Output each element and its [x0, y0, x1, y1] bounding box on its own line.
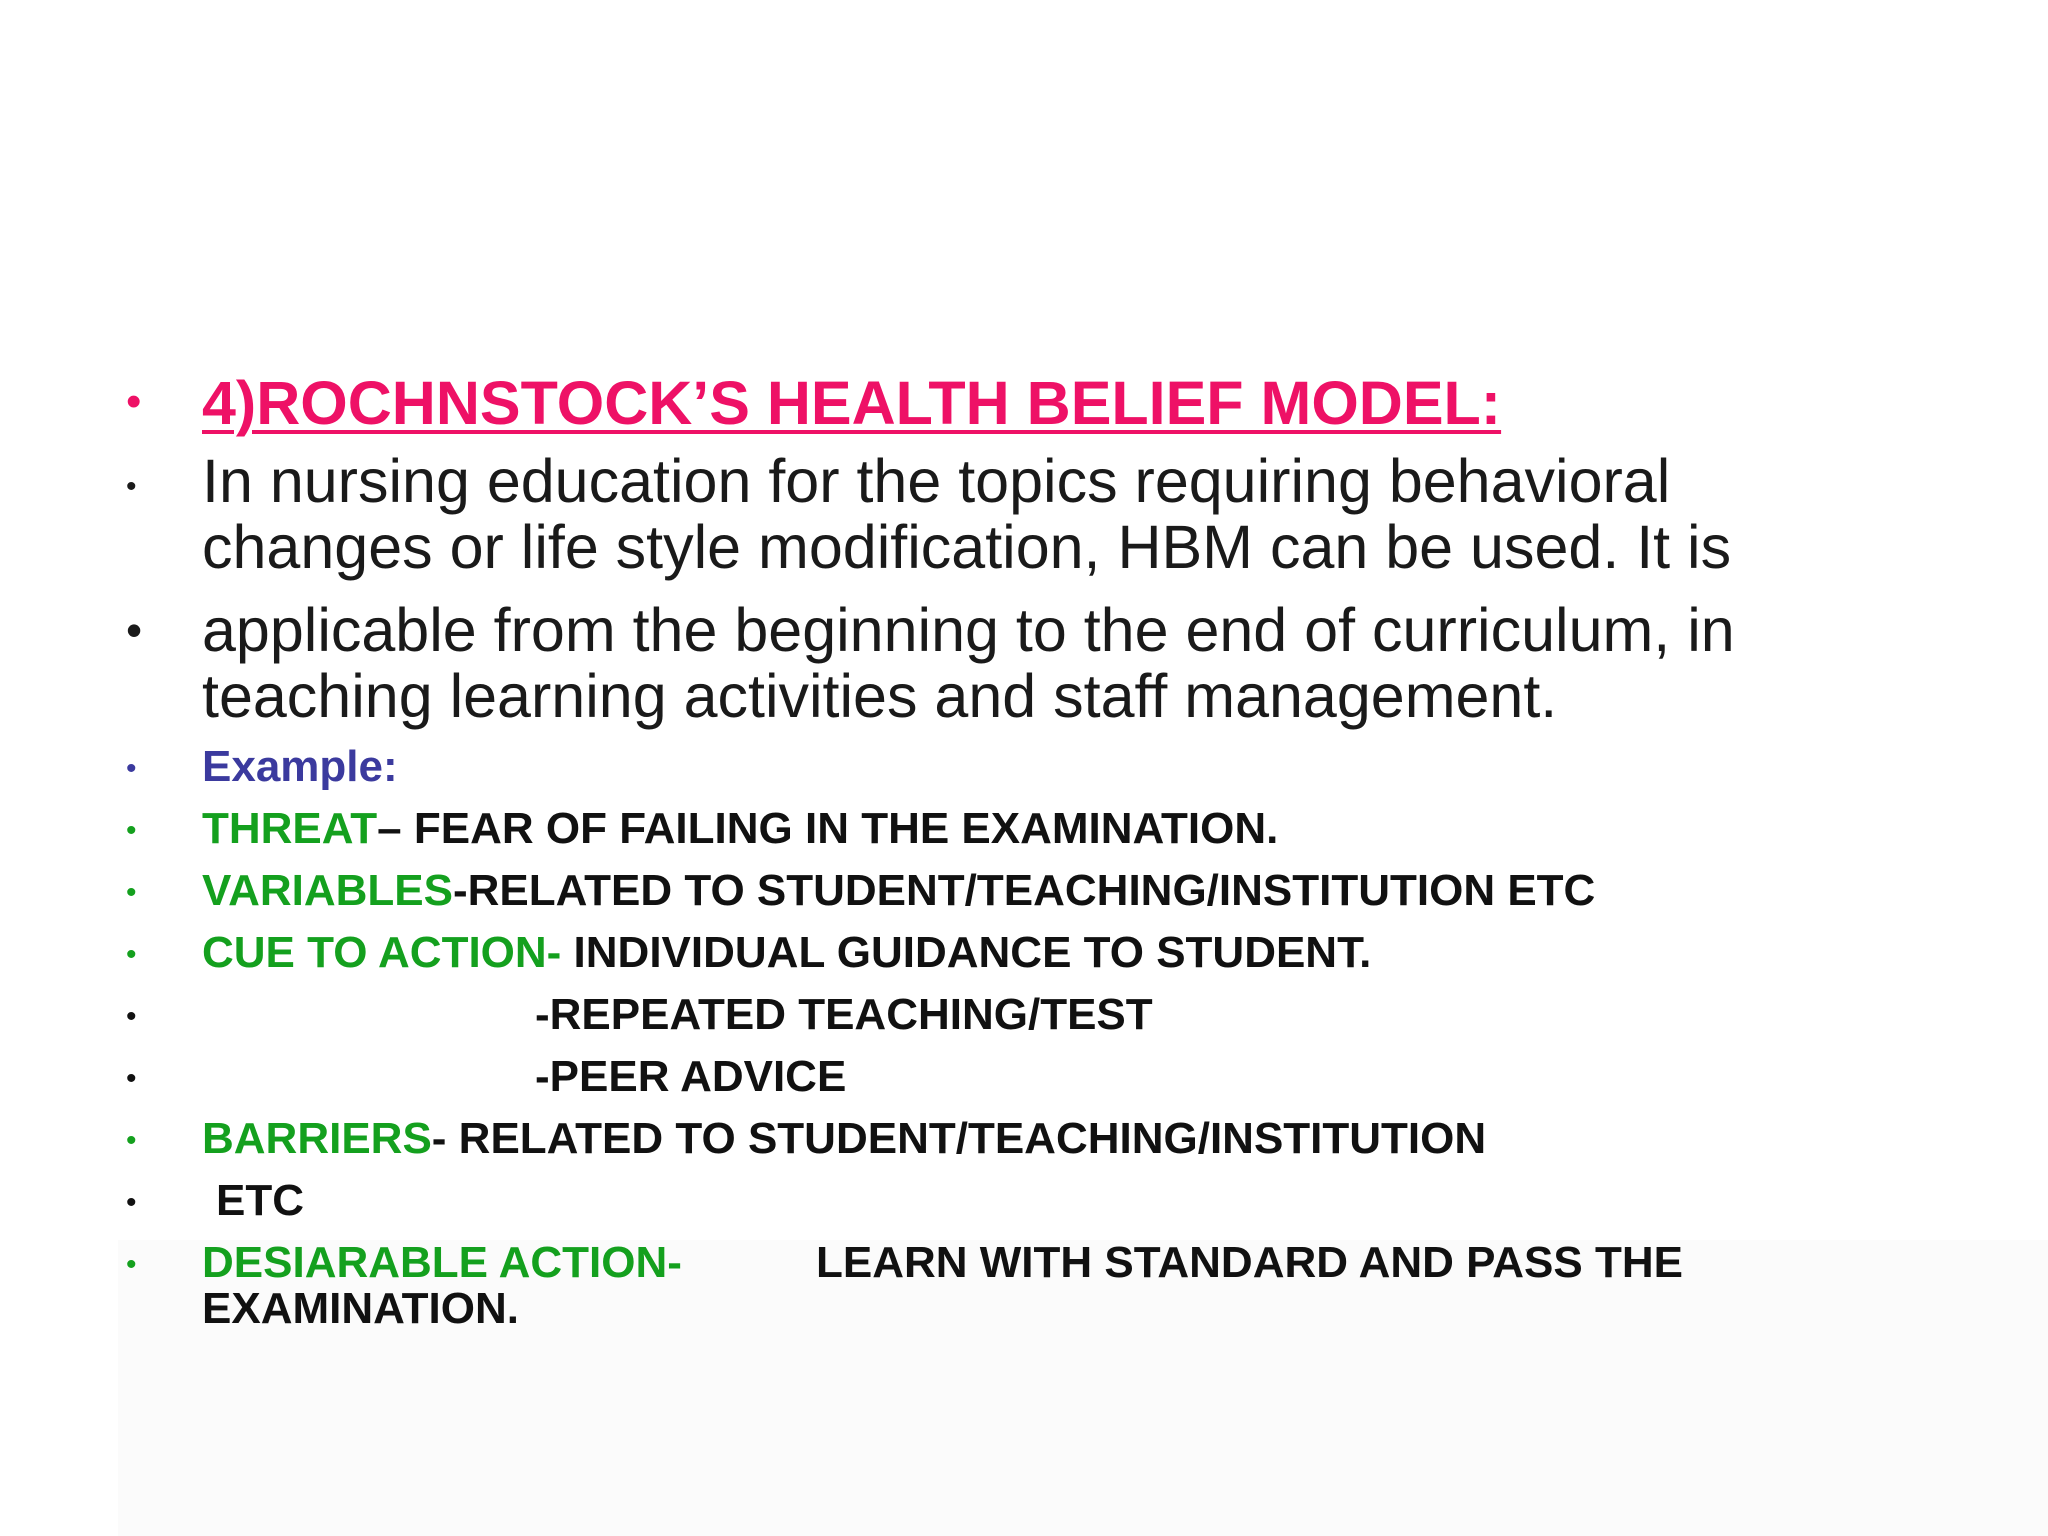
variables-label: VARIABLES: [202, 866, 453, 915]
bullet-icon: •: [126, 752, 137, 785]
paragraph-1-line-2: changes or life style modification, HBM can be used. It is: [202, 513, 1732, 581]
variables-item: [202, 868, 1595, 914]
bullet-icon: •: [126, 470, 137, 503]
paragraph-2-line-1: applicable from the beginning to the end of curriculum, in: [202, 596, 1735, 664]
cue-to-action-item: [202, 930, 1371, 976]
bullet-icon: •: [126, 1000, 137, 1033]
bullet-icon: •: [126, 876, 137, 909]
bullet-icon: •: [126, 604, 143, 656]
etc-text: ETC: [216, 1176, 304, 1225]
bullet-icon: •: [126, 377, 142, 426]
example-label: Example:: [202, 742, 398, 791]
bullet-icon: •: [126, 814, 137, 847]
paragraph-2-text: [202, 597, 1735, 729]
barriers-item: [202, 1116, 1486, 1162]
threat-item: [202, 806, 1278, 852]
barriers-text: - RELATED TO STUDENT/TEACHING/INSTITUTION: [431, 1114, 1487, 1163]
paragraph-2-line-2: teaching learning activities and staff management.: [202, 662, 1558, 730]
repeated-teaching-text: -REPEATED TEACHING/TEST: [535, 990, 1153, 1039]
cue-to-action-text: INDIVIDUAL GUIDANCE TO STUDENT.: [561, 928, 1372, 977]
variables-text: -RELATED TO STUDENT/TEACHING/INSTITUTION ETC: [452, 866, 1596, 915]
barriers-label: BARRIERS: [202, 1114, 432, 1163]
threat-text: – FEAR OF FAILING IN THE EXAMINATION.: [377, 804, 1279, 853]
bullet-icon: •: [126, 1186, 137, 1219]
bullet-icon: •: [126, 1124, 137, 1157]
desirable-action-text-line-1: LEARN WITH STANDARD AND PASS THE: [816, 1238, 1683, 1287]
desirable-action-text-line-2: EXAMINATION.: [202, 1284, 519, 1333]
bullet-icon: •: [126, 1248, 137, 1281]
cue-to-action-label: CUE TO ACTION-: [202, 928, 562, 977]
bullet-icon: •: [126, 1062, 137, 1095]
desirable-action-label: DESIARABLE ACTION-: [202, 1238, 682, 1287]
threat-label: THREAT: [202, 804, 378, 853]
paragraph-1-text: [202, 448, 1731, 580]
peer-advice-text: -PEER ADVICE: [535, 1052, 847, 1101]
bullet-icon: •: [126, 938, 137, 971]
slide-title: 4)ROCHNSTOCK’S HEALTH BELIEF MODEL:: [202, 369, 1502, 437]
paragraph-1-line-1: In nursing education for the topics requiring behavioral: [202, 447, 1671, 515]
